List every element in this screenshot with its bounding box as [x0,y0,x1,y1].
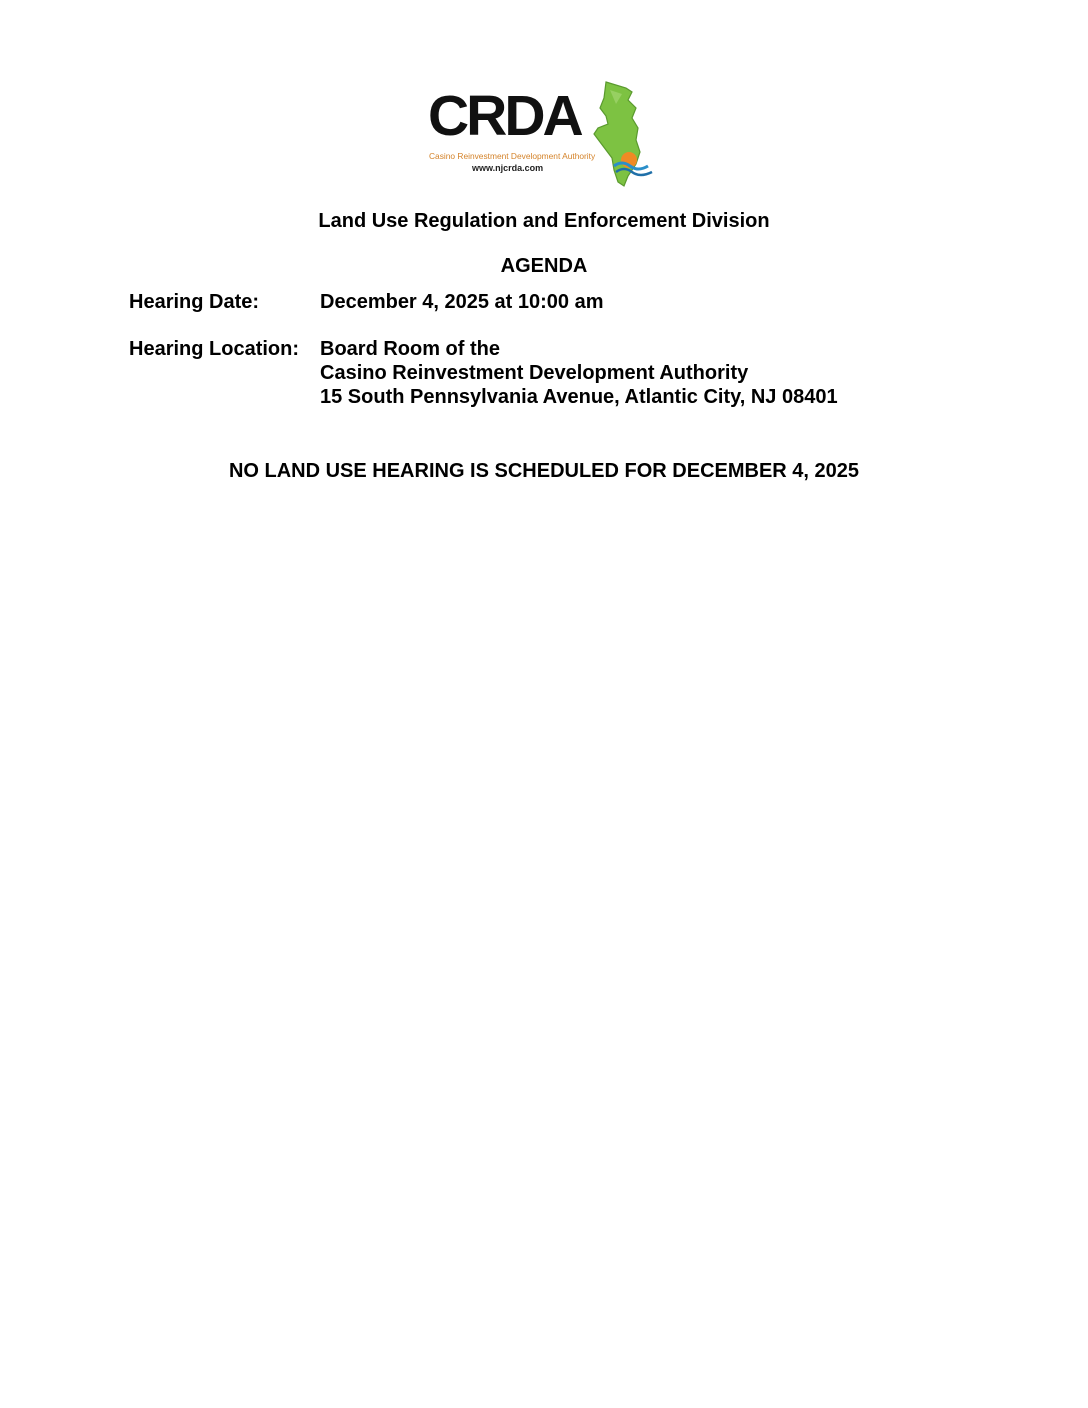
crda-logo [426,78,662,190]
no-hearing-notice: NO LAND USE HEARING IS SCHEDULED FOR DECEMBER 4, 2025 [228,460,860,482]
hearing-location-label: Hearing Location: [129,338,300,360]
hearing-date-value: December 4, 2025 at 10:00 am [320,291,604,313]
location-line: Casino Reinvestment Development Authority [320,362,749,384]
logo-url: www.njcrda.com [472,163,544,173]
hearing-date-label: Hearing Date: [129,291,260,313]
agenda-title: AGENDA [500,255,588,277]
location-line: Board Room of the [320,338,500,360]
division-title: Land Use Regulation and Enforcement Division [318,210,770,232]
new-jersey-map-icon [592,78,662,190]
hearing-location-value [320,337,838,409]
logo-subtitle: Casino Reinvestment Development Authority [429,151,596,161]
logo-wordmark: CRDA [428,84,581,148]
location-line: 15 South Pennsylvania Avenue, Atlantic City, NJ 08401 [320,386,838,408]
